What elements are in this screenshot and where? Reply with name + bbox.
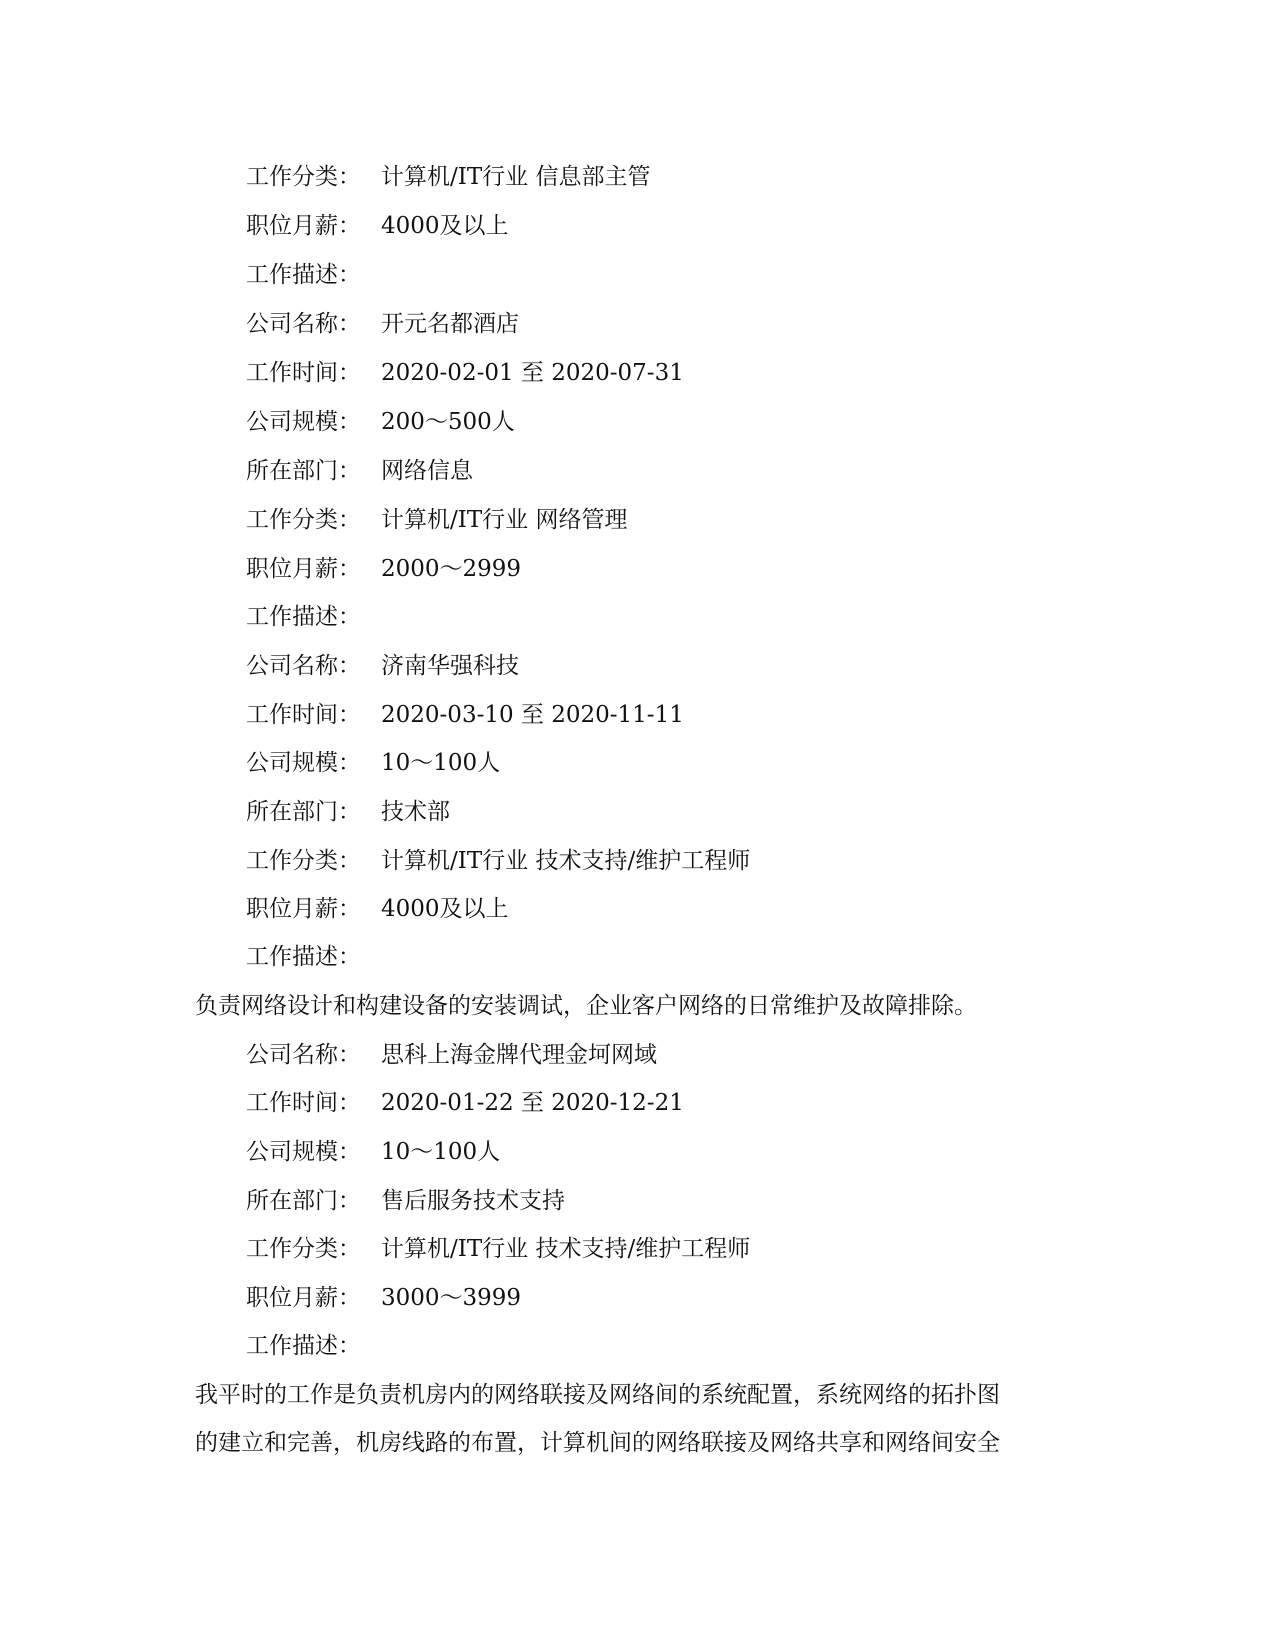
field-label: 职位月薪： (246, 213, 361, 239)
field-value: 网络信息 (381, 458, 473, 484)
field-label: 公司名称： (246, 1042, 361, 1068)
field-value: 4000及以上 (381, 213, 509, 239)
field-value: 计算机/IT行业 技术支持/维护工程师 (381, 848, 751, 874)
field-label: 工作分类： (246, 507, 361, 533)
field-label: 工作描述： (246, 262, 361, 288)
field-label: 公司名称： (246, 311, 361, 337)
field-value: 4000及以上 (381, 896, 509, 922)
field-label: 公司规模： (246, 409, 361, 435)
field-value: 济南华强科技 (381, 653, 519, 679)
field-value: 2020-01-22 至 2020-12-21 (381, 1090, 684, 1116)
field-value: 200～500人 (381, 409, 515, 435)
field-label: 工作时间： (246, 702, 361, 728)
job-description-line: 的建立和完善，机房线路的布置，计算机间的网络联接及网络共享和网络间安全 (195, 1430, 1000, 1456)
field-label: 公司名称： (246, 653, 361, 679)
field-label: 工作分类： (246, 1236, 361, 1262)
field-label: 所在部门： (246, 799, 361, 825)
field-label: 工作分类： (246, 164, 361, 190)
job-description-line: 我平时的工作是负责机房内的网络联接及网络间的系统配置，系统网络的拓扑图 (195, 1382, 1000, 1408)
job-description: 负责网络设计和构建设备的安装调试，企业客户网络的日常维护及故障排除。 (195, 993, 977, 1019)
field-label: 工作分类： (246, 848, 361, 874)
field-value: 10～100人 (381, 750, 501, 776)
field-value: 计算机/IT行业 信息部主管 (381, 164, 651, 190)
field-label: 职位月薪： (246, 556, 361, 582)
field-value: 2020-02-01 至 2020-07-31 (381, 360, 684, 386)
field-value: 2000～2999 (381, 556, 522, 582)
field-label: 工作描述： (246, 604, 361, 630)
field-label: 职位月薪： (246, 896, 361, 922)
field-label: 职位月薪： (246, 1285, 361, 1311)
field-label: 工作时间： (246, 1090, 361, 1116)
field-value: 计算机/IT行业 网络管理 (381, 507, 628, 533)
field-value: 技术部 (381, 799, 450, 825)
field-label: 公司规模： (246, 750, 361, 776)
field-value: 开元名都酒店 (381, 311, 519, 337)
field-value: 3000～3999 (381, 1285, 522, 1311)
field-value: 计算机/IT行业 技术支持/维护工程师 (381, 1236, 751, 1262)
field-label: 公司规模： (246, 1139, 361, 1165)
field-value: 2020-03-10 至 2020-11-11 (381, 702, 684, 728)
field-label: 工作时间： (246, 360, 361, 386)
field-value: 思科上海金牌代理金坷网域 (381, 1042, 657, 1068)
field-label: 工作描述： (246, 1333, 361, 1359)
field-label: 所在部门： (246, 458, 361, 484)
field-value: 售后服务技术支持 (381, 1188, 565, 1214)
field-value: 10～100人 (381, 1139, 501, 1165)
field-label: 所在部门： (246, 1188, 361, 1214)
field-label: 工作描述： (246, 944, 361, 970)
